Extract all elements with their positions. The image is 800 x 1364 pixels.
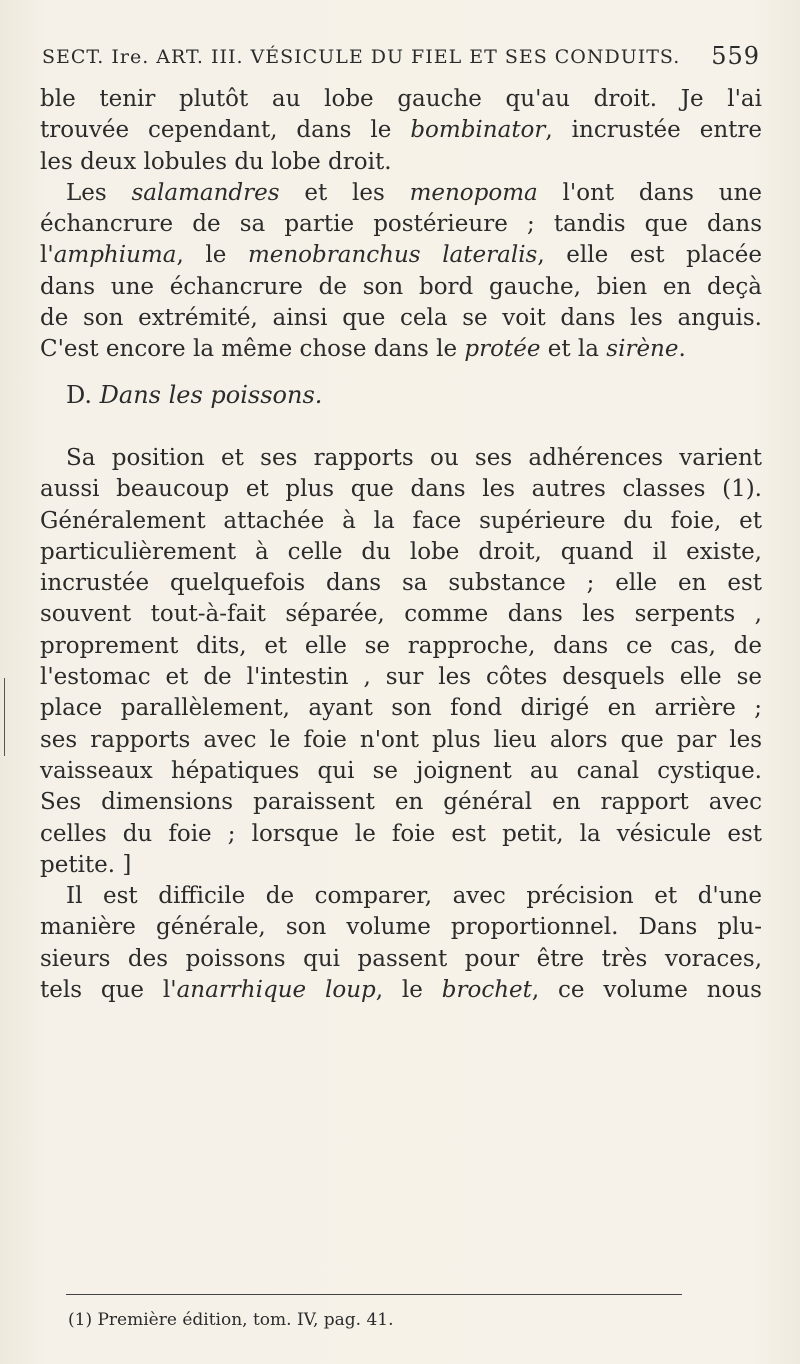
page-number: 559 — [711, 42, 760, 70]
section-spacer — [40, 411, 762, 443]
text-line: ble tenir plutôt au lobe gauche qu'au droit. Je l'ai — [40, 86, 762, 112]
footnote: (1) Première édition, tom. IV, pag. 41. — [68, 1310, 394, 1330]
text-line: Sa position et ses rapports ou ses adhérences varient — [66, 444, 762, 471]
running-title: SECT. Ire. ART. III. VÉSICULE DU FIEL ET SES CONDUITS. — [42, 46, 681, 68]
text-line: souvent tout-à-fait séparée, comme dans les serpents , — [40, 601, 762, 628]
text-line: place parallèlement, ayant son fond dirigé en arrière ; — [40, 695, 762, 722]
text-line: particulièrement à celle du lobe droit, quand il existe, — [40, 538, 762, 565]
text-line: sieurs des poissons qui passent pour être très voraces, — [40, 945, 762, 972]
text-line: incrustée quelquefois dans sa substance ; elle en est — [40, 570, 762, 597]
text-line: l'amphiuma, le menobranchus lateralis, elle est placée — [40, 242, 763, 269]
text-line: ses rapports avec le foie n'ont plus lieu alors que par les — [40, 726, 762, 753]
section-heading: D. Dans les poissons. — [66, 380, 323, 409]
running-head — [42, 42, 760, 70]
text-line: manière générale, son volume proportionnel. Dans plu- — [40, 914, 762, 941]
text-line: celles du foie ; lorsque le foie est petit, la vésicule est — [40, 820, 762, 847]
text-line: dans une échancrure de son bord gauche, bien en deçà — [40, 273, 762, 300]
footnote-rule — [66, 1294, 682, 1295]
text-line: échancrure de sa partie postérieure ; tandis que dans — [40, 211, 762, 238]
text-line: aussi beaucoup et plus que dans les autres classes (1). — [40, 476, 762, 503]
text-line: proprement dits, et elle se rapproche, dans ce cas, de — [40, 632, 762, 659]
text-line: tels que l'anarrhique loup, le brochet, ce volume nous — [40, 977, 762, 1004]
text-line: petite. ] — [40, 851, 132, 878]
text-line: Il est difficile de comparer, avec précision et d'une — [66, 883, 762, 910]
text-line: Les salamandres et les menopoma l'ont dans une — [66, 179, 763, 206]
text-line: vaisseaux hépatiques qui se joignent au canal cystique. — [40, 757, 762, 784]
text-line: les deux lobules du lobe droit. — [40, 148, 392, 175]
body-text — [40, 84, 762, 1006]
text-line: C'est encore la même chose dans le protée et la sirène. — [40, 336, 686, 363]
text-line: de son extrémité, ainsi que cela se voit dans les anguis. — [40, 305, 762, 332]
text-line: Généralement attachée à la face supérieure du foie, et — [40, 507, 762, 534]
text-line: l'estomac et de l'intestin , sur les côtes desquels elle se — [40, 664, 762, 691]
text-line: Ses dimensions paraissent en général en rapport avec — [40, 789, 762, 816]
text-line: trouvée cependant, dans le bombinator, incrustée entre — [40, 117, 762, 144]
margin-mark — [4, 678, 5, 756]
